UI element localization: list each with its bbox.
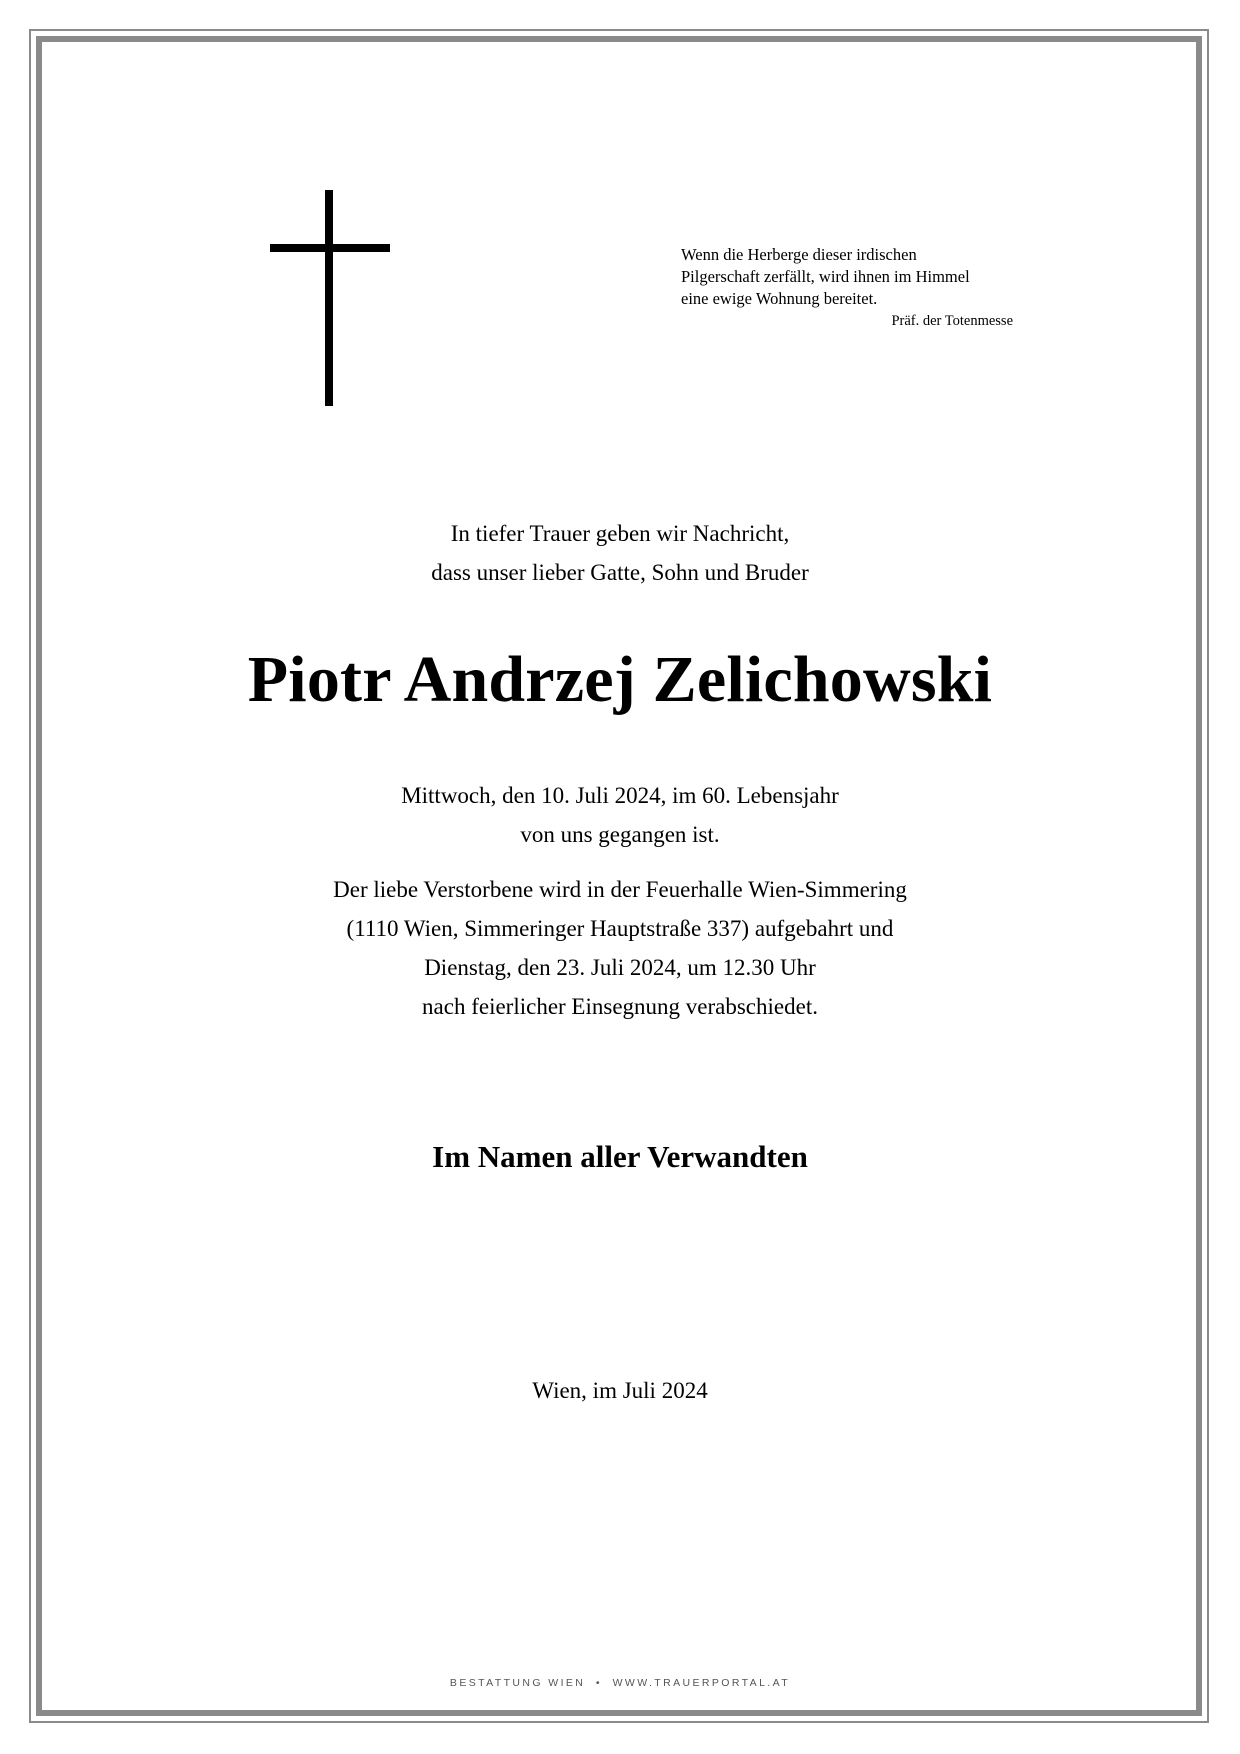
- passed-line: Mittwoch, den 10. Juli 2024, im 60. Lebensjahr: [401, 783, 839, 808]
- quote-line: eine ewige Wohnung bereitet.: [681, 289, 878, 308]
- funeral-details: [0, 870, 1240, 1026]
- quote-line: Pilgerschaft zerfällt, wird ihnen im Himmel: [681, 267, 970, 286]
- details-line: Dienstag, den 23. Juli 2024, um 12.30 Uhr: [424, 955, 816, 980]
- quote-line: Wenn die Herberge dieser irdischen: [681, 245, 917, 264]
- announcement-intro: [0, 514, 1240, 592]
- quote-source: Präf. der Totenmesse: [891, 313, 1013, 329]
- place-and-date: Wien, im Juli 2024: [532, 1378, 708, 1403]
- footer-credit: BESTATTUNG WIEN • WWW.TRAUERPORTAL.AT: [449, 1677, 791, 1689]
- cross-vertical-bar: [325, 190, 333, 406]
- intro-line: dass unser lieber Gatte, Sohn und Bruder: [431, 560, 809, 585]
- details-line: nach feierlicher Einsegnung verabschiedet.: [422, 994, 818, 1019]
- cross-icon: [270, 190, 390, 406]
- deceased-name: Piotr Andrzej Zelichowski: [247, 643, 993, 716]
- intro-line: In tiefer Trauer geben wir Nachricht,: [450, 521, 790, 546]
- signoff: Im Namen aller Verwandten: [432, 1139, 808, 1174]
- details-line: (1110 Wien, Simmeringer Hauptstraße 337) aufgebahrt und: [346, 916, 894, 941]
- scripture-quote: [681, 244, 1021, 332]
- details-line: Der liebe Verstorbene wird in der Feuerhalle Wien-Simmering: [333, 877, 907, 902]
- date-of-death: [0, 776, 1240, 854]
- passed-line: von uns gegangen ist.: [520, 822, 720, 847]
- cross-horizontal-bar: [270, 244, 390, 252]
